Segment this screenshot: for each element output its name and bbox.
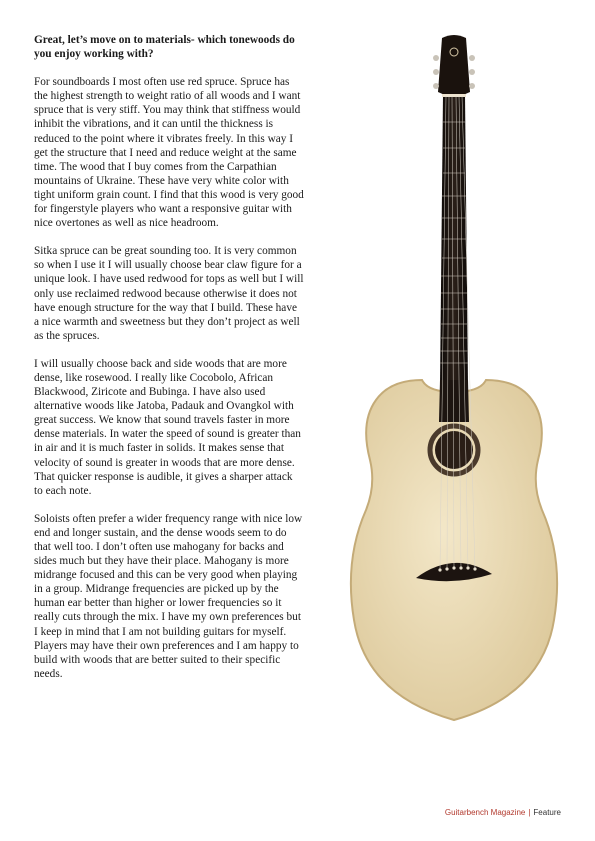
headstock — [438, 35, 470, 96]
article-paragraph: For soundboards I most often use red spruce. Spruce has the highest strength to weight ratio of all woods and I want spruce that is very stiff. You may think that stiffness would inhibit the vibrations, and it can until the thickness is reduced to the point where it vibrates freely. In this way I get the structure that I need and reduce weight at the same time. The wood that I buy comes from the Carpathian mountains of Ukraine. These have very white color with tight uniform grain count. I find that this wood is very good for fingerstyle players who want a responsive guitar with nice overtones as well as nice headroom. — [34, 76, 304, 230]
nut — [442, 94, 466, 97]
footer-section: Feature — [533, 808, 561, 817]
guitar-illustration — [330, 30, 580, 770]
footer-magazine: Guitarbench Magazine — [444, 808, 526, 817]
article-paragraph: I will usually choose back and side woods that are more dense, like rosewood. I really like Cocobolo, African Blackwood, Ziricote and Bubinga. I have also used alternative woods like Jatoba, Padauk and Ovangkol with great success. We know that sound travels faster in more dense materials. In water the speed of sound is greater than in air and it is much faster in solids. It makes sense that velocity of sound is greater in woods that are more dense. That quicker response is audible, it gives a sharper attack to each note. — [34, 357, 301, 497]
article-paragraph: Soloists often prefer a wider frequency range with nice low end and longer sustain, and the dense woods seem to do that well too. I don’t often use mahogany for backs and sides much but they have their place. Mahogany is more midrange focused and this can be very good when playing in a group. Midrange frequencies are picked up by the human ear better than higher or lower frequencies so it really cuts through the mix. I have my own preferences but I keep in mind that I am not building guitars for myself. Players may have their own preferences and I am happy to build with woods that are better suited to their specific needs. — [34, 512, 303, 680]
soundhole — [435, 431, 473, 469]
article-column — [34, 33, 304, 695]
guitar-photo — [330, 30, 580, 770]
footer-separator: | — [528, 808, 531, 817]
page-footer — [445, 808, 561, 817]
article-paragraph: Sitka spruce can be great sounding too. It is very common so when I use it I will usually choose bear claw figure for a unique look. I have used redwood for tops as well but I will only use reclaimed redwood because otherwise it does not have enough structure for the way that I build. These have a nice warmth and sweetness but they don’t project as well as the spruces. — [34, 245, 304, 342]
article-heading: Great, let’s move on to materials- which tonewoods do you enjoy working with? — [34, 34, 295, 61]
